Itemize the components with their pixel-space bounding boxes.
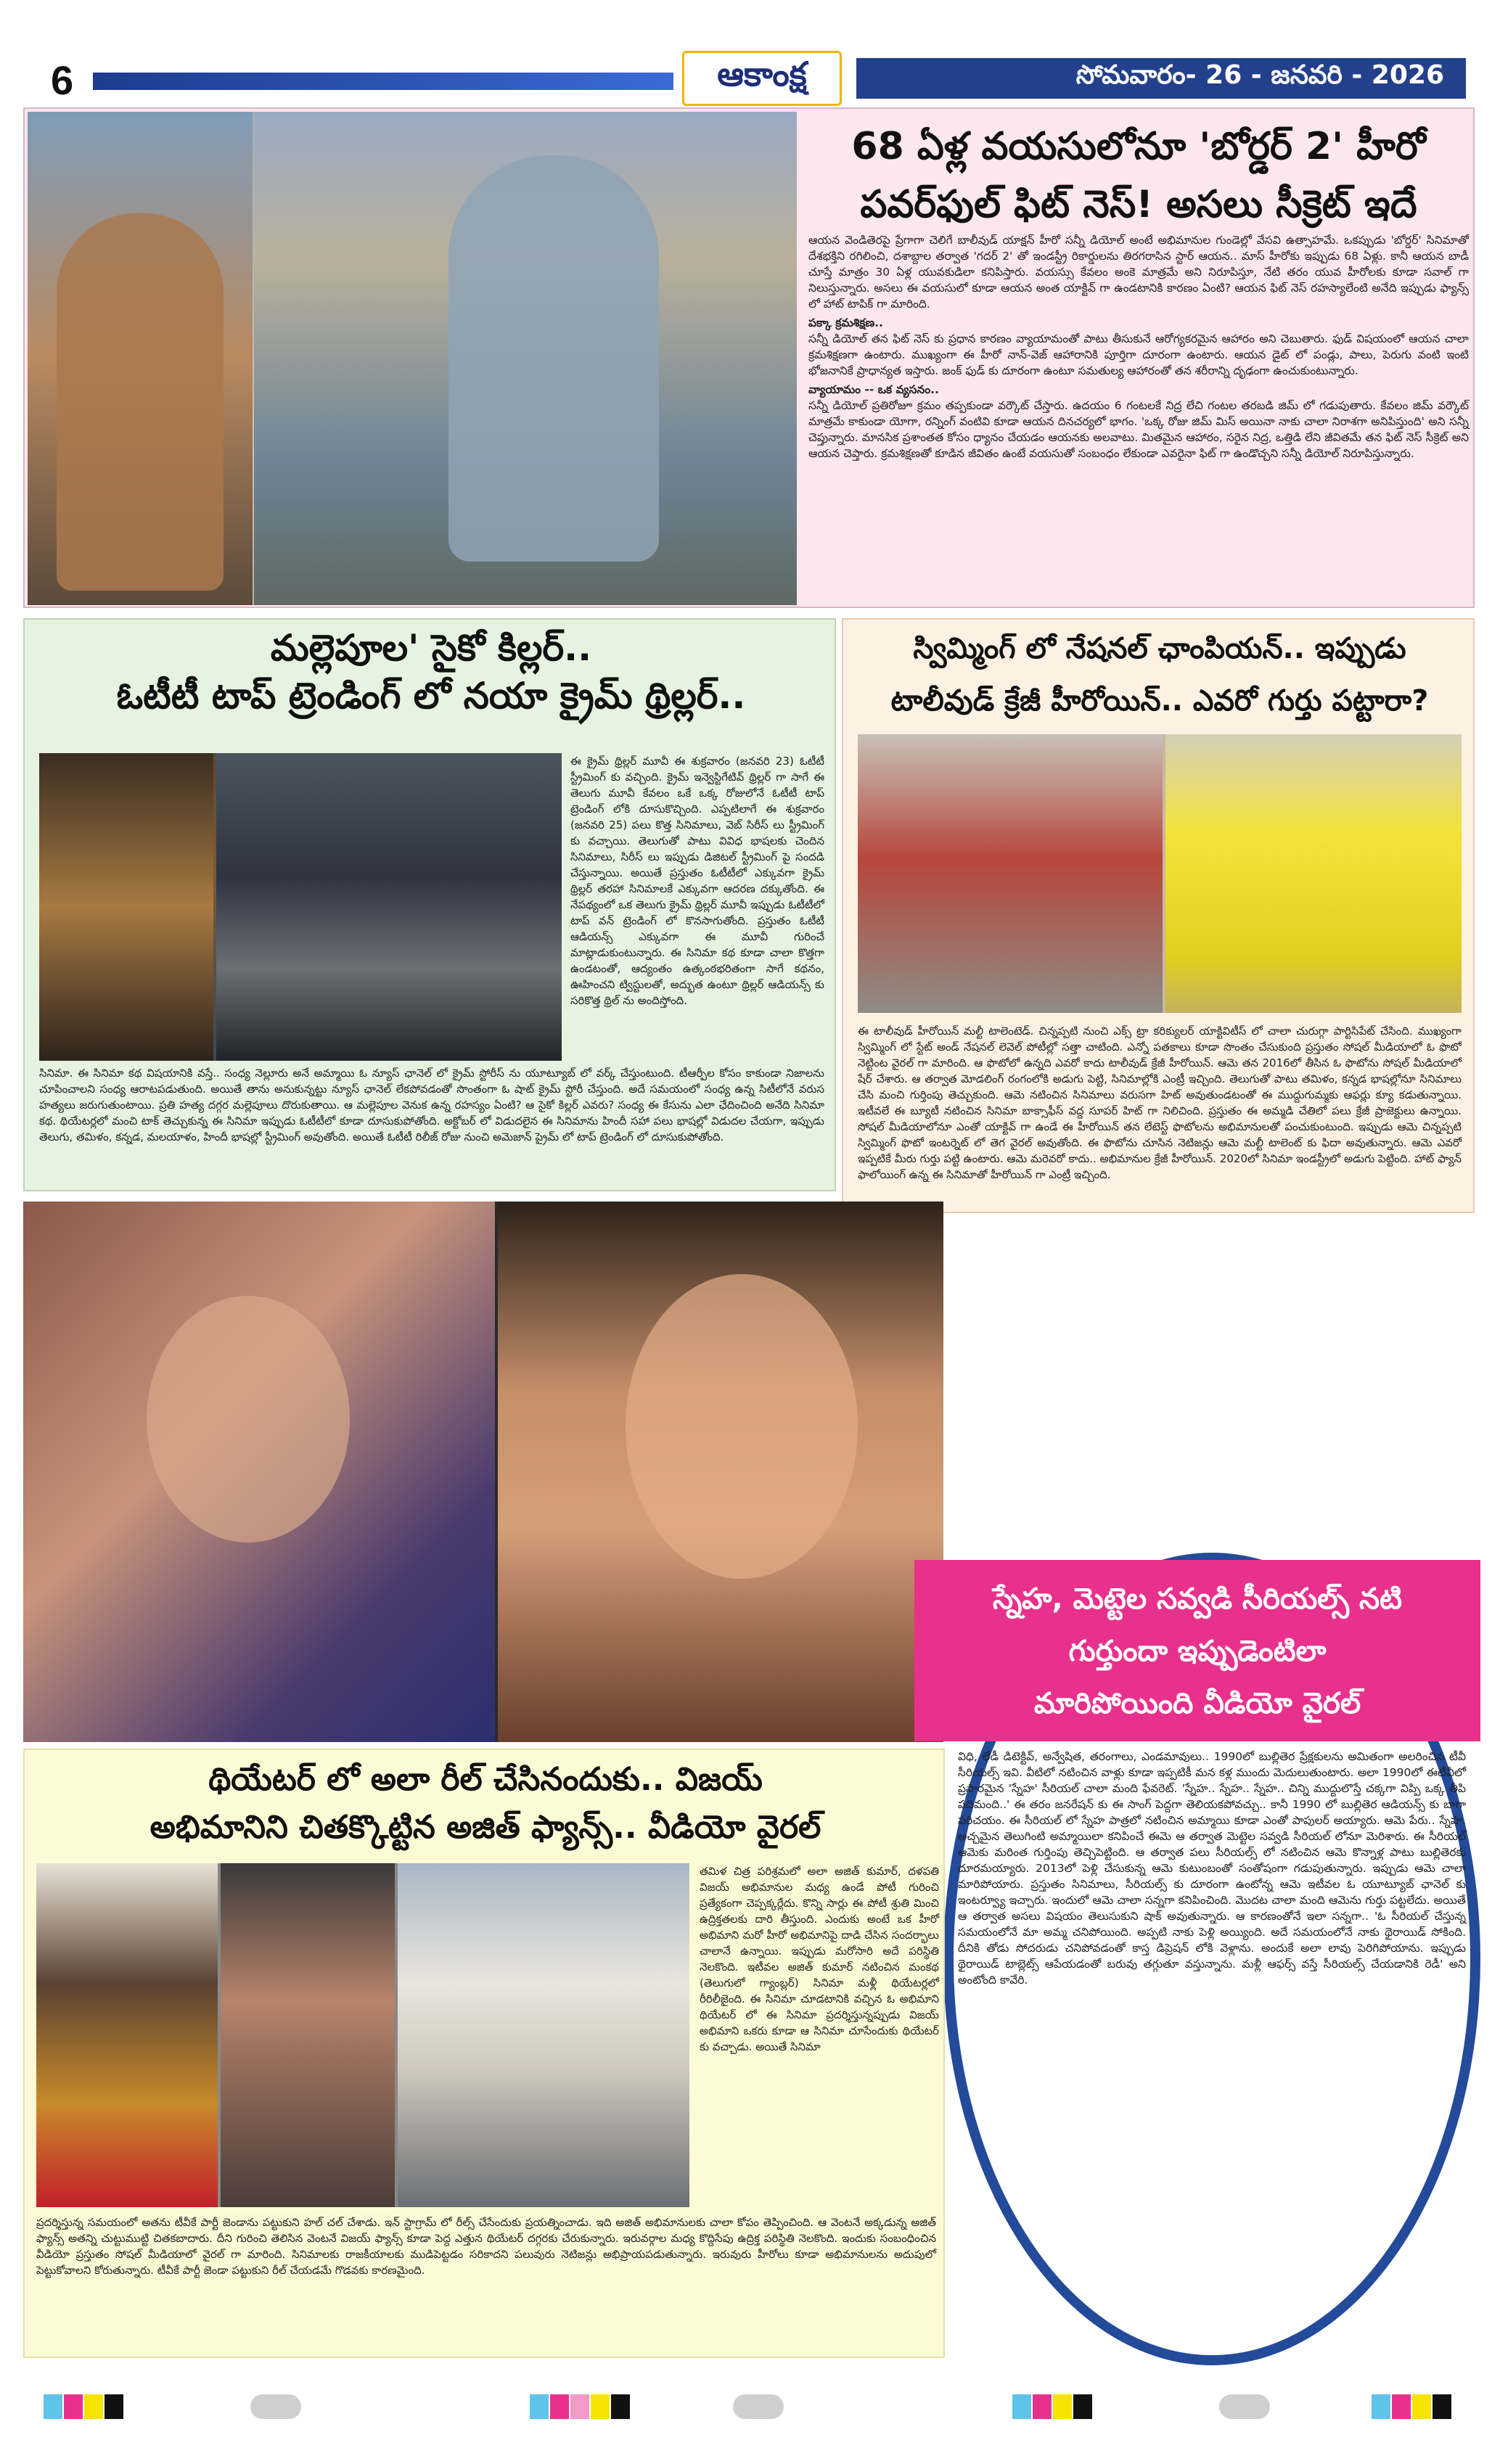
issue-date: సోమవారం- 26 - జనవరి - 2026 [1075, 60, 1444, 90]
article2-headline: మల్లెపూల' సైకో కిల్లర్.. ఓటీటీ టాప్ ట్రెండింగ్ లో నయా క్రైమ్ థ్రిల్లర్.. [116, 627, 746, 717]
article5-photo [36, 1863, 689, 2207]
article2-body-bottom: సినిమా. ఈ సినిమా కథ విషయానికి వస్తే.. సంధ్య నెల్లూరు అనే అమ్మాయి ఓ న్యూస్ ఛానెల్ లో క్రైమ్ స్టోరీస్ ను యూట్యూబ్ లో వర్క్ చేస్తుంటుంది. టీఆర్పీల కోసం కాకుండా నిజాలను చూపించాలని సంధ్య ఆరాటపడుతుంది. అయితే తాను అనుకున్నట్టు న్యూస్ ఛానెల్ లేకపోవడంతో సొంతంగా ఓ షాట్ క్రైమ్ స్టోరీ చేస్తుంది. అదే సమయంలో సంధ్య ఉన్న సిటీలోనే వరుస హత్యలు జరుగుతుంటాయి. ప్రతి హత్య దగ్గర మల్లెపూలు దొరుకుతాయి. ఆ మల్లెపూల వెనుక ఉన్న రహస్యం ఏంటి? ఆ సైకో కిల్లర్ ఎవరు? సంధ్య ఈ కేసును ఎలా ఛేదించింది అనేది సినిమా కథ. థియేటర్లలో మంచి టాక్ తెచ్చుకున్న ఈ సినిమా ఇప్పుడు ఓటీటీలో కూడా దూసుకుపోతోంది. అక్టోబర్ లో విడుదలైన ఈ సినిమాను హిందీ సహా పలు భాషల్లో విడుదల చేయగా, ఇప్పుడు తెలుగు, తమిళం, కన్నడ, మలయాళం, హిందీ భాషల్లో స్ట్రీమింగ్ అవుతోంది. అయితే ఓటీటీ రిలీజ్ రోజు నుంచి అమెజాన్ ప్రైమ్ లో టాప్ ట్రెండింగ్ లో దూసుకుపోతోంది. [39, 1067, 824, 1143]
registration-pill [250, 2394, 301, 2419]
article-mallepula-psycho-killer [23, 618, 836, 1191]
article1-subhead-1: పక్కా క్రమశిక్షణ.. [808, 316, 883, 329]
article3-body: ఈ టాలీవుడ్ హీరోయిన్ మల్టీ టాలెంటెడ్. చిన్నప్పటి నుంచి ఎక్స్ ట్రా కరిక్యులర్ యాక్టివిటీస్ లో చాలా చురుగ్గా పార్టిసిపేట్ చేసింది. ముఖ్యంగా స్విమ్మింగ్ లో స్టేట్ అండ్ నేషనల్ లెవెల్ పోటీల్లో సత్తా చాటింది. ఎన్నో పతకాలు కూడా సొంతం చేసుకుంది ప్రస్తుతం సోషల్ మీడియాలో ఓ ఫొటో నెట్టింట వైరల్ గా మారింది. ఆ ఫొటోలో ఉన్నది ఎవరో కాదు టాలీవుడ్ క్రేజీ హీరోయిన్. ఆమె తన 2016లో తీసిన ఓ ఫొటోను సోషల్ మీడియాలో షేర్ చేశారు. ఆ తర్వాత మోడలింగ్ రంగంలోకి అడుగు పెట్టి, సినిమాల్లోకి ఎంట్రీ ఇచ్చింది. తెలుగుతో పాటు తమిళం, కన్నడ భాషల్లోనూ సినిమాలు చేసి మంచి గుర్తింపు తెచ్చుకుంది. ఆమె నటించిన సినిమాలు వరుసగా హిట్ అవుతుండటంతో ఈ ముద్దుగుమ్మకు ఆఫర్లు క్యూ కడుతున్నాయి. ఇటీవలే ఈ బ్యూటీ నటించిన సినిమా బాక్సాఫీస్ వద్ద సూపర్ హిట్ గా నిలిచింది. ప్రస్తుతం ఈ అమ్మడి చేతిలో పలు క్రేజీ ప్రాజెక్టులు ఉన్నాయి. సోషల్ మీడియాలోనూ ఎంతో యాక్టివ్ గా ఉండే ఈ హీరోయిన్ తన లేటెస్ట్ ఫొటోలను అభిమానులతో పంచుకుంటుంది. ఇప్పుడు ఆమె చిన్నప్పటి స్విమ్మింగ్ ఫొటో ఇంటర్నెట్ లో తెగ వైరల్ అవుతోంది. ఈ ఫొటోను చూసిన నెటిజన్లు ఆమె మల్టీ టాలెంట్ కు ఫిదా అవుతున్నారు. ఆమె ఎవరో ఇప్పటికే మీరు గుర్తు పట్టి ఉంటారు. ఆమె మరెవరో కాదు.. అభిమానుల క్రేజీ హీరోయిన్. 2020లో సినిమా ఇండస్ట్రీలో అడుగు పెట్టింది. హాట్ ఫ్యాన్ ఫాలోయింగ్ ఉన్న ఈ సినిమాతో హీరోయిన్ గా ఎంట్రీ ఇచ్చింది. [858, 1024, 1462, 1181]
color-registration-bar [530, 2394, 630, 2419]
article3-headline: స్విమ్మింగ్ లో నేషనల్ ఛాంపియన్.. ఇప్పుడు టాలీవుడ్ క్రేజీ హీరోయిన్.. ఎవరో గుర్తు పట్టారా? [890, 632, 1429, 718]
article3-photo [858, 734, 1462, 1013]
article5-body-bottom: ప్రదర్శిస్తున్న సమయంలో అతను టీవీకే పార్టీ జెండాను పట్టుకుని హల్ చల్ చేశాడు. ఇన్ స్టాగ్రామ్ లో రీల్స్ చేసేందుకు ప్రయత్నించాడు. ఇది అజిత్ అభిమానులకు చాలా కోపం తెప్పించింది. ఆ వెంటనే అక్కడున్న అజిత్ ఫ్యాన్స్ అతన్ని చుట్టుముట్టి చితకబాదారు. దీని గురించి తెలిసిన వెంటనే విజయ్ ఫ్యాన్స్ కూడా పెద్ద ఎత్తున థియేటర్ దగ్గరకు చేరుకున్నారు. ఇరువర్గాల మధ్య కొద్దిసేపు ఉద్రిక్త పరిస్థితి నెలకొంది. ఇందుకు సంబంధించిన వీడియో ప్రస్తుతం సోషల్ మీడియాలో వైరల్ గా మారింది. సినిమాలకు రాజకీయాలకు ముడిపెట్టడం సరికాదని పలువురు నెటిజన్లు అభిప్రాయపడుతున్నారు. ఇరువురు హీరోలు కూడా అభిమానులను అదుపులో పెట్టుకోవాలని కోరుతున్నారు. టీవీకే పార్టీ జెండా పట్టుకుని రీల్ చేయడమే గొడవకు కారణమైంది. [36, 2216, 936, 2277]
article4-body: విధి, లేడీ డిటెక్టివ్, అన్వేషిత, తరంగాలు, ఎండమావులు.. 1990లో బుల్లితెర ప్రేక్షకులను అమితంగా అలరించిన టీవీ సీరియల్స్ ఇవి. వీటిలో నటించిన వాళ్లు కూడా ఇప్పటికీ మన కళ్ల ముందు మెదులుతుంటారు. అలా 1990లో ఈటీవీలో ప్రసారమైన 'స్నేహ' సీరియల్ చాలా మంది ఫేవరెట్. 'స్నేహ.. స్నేహ.. స్నేహ.. చిన్ని ముద్దులొస్తే చక్కగా విప్పి ఒక్క తీపి పదిమంది..' ఈ తరం జనరేషన్ కు ఈ సాంగ్ పెద్దగా తెలియకపోవచ్చు.. కానీ 1990 లో బుల్లితెర ఆడియన్స్ కు బాగా పరిచయం. ఈ సీరియల్ లో స్నేహ పాత్రలో నటించిన అమ్మాయి కూడా ఎంతో పాపులర్ అయ్యారు. ఆమె పేరు.. స్నేహ. అచ్చమైన తెలుగింటి అమ్మాయిలా కనిపించే ఈమె ఆ తర్వాత మెట్టెల సవ్వడి సీరియల్ లోనూ మెరిశారు. ఈ సీరియల్ ఆమెకు మరింత గుర్తింపు తెచ్చిపెట్టింది. ఆ తర్వాత పలు సీరియల్స్ లో నటించిన ఆమె కొన్నాళ్ల పాటు బుల్లితెరకు దూరమయ్యారు. 2013లో పెళ్లి చేసుకున్న ఆమె కుటుంబంతో సంతోషంగా గడుపుతున్నారు. ఇప్పుడు ఆమె చాలా మారిపోయారు. ప్రస్తుతం సినిమాలు, సీరియల్స్ కు దూరంగా ఉంటోన్న ఆమె ఇటీవల ఓ యూట్యూబ్ ఛానెల్ కు ఇంటర్వ్యూ ఇచ్చారు. ఇందులో ఆమె చాలా సన్నగా కనిపించింది. మొదట చాలా మంది ఆమెను గుర్తు పట్టలేదు. అయితే ఆ తర్వాత అసలు విషయం తెలుసుకుని షాక్ అవుతున్నారు. ఆ కారణంతోనే ఇలా సన్నగా.. 'ఓ సీరియల్ చేస్తున్న సమయంలోనే మా అమ్మ చనిపోయింది. అప్పటి నాకు పెళ్లి అయ్యింది. అదే సమయంలోనే నాకు థైరాయిడ్ సోకింది. దీనికి తోడు సోదరుడు చనిపోవడంతో కాస్త డిప్రెషన్ లోకి వెళ్లాను. అందుకే అలా లావు పెరిగిపోయాను. ఇప్పుడు థైరాయిడ్ టాబ్లెట్స్ ఆపేయడంతో బరువు తగ్గుతూ వస్తున్నాను. మళ్లీ ఆఫర్స్ వస్తే సీరియల్స్ చేయడానికి రెడీ' అని అంటోంది కావేరి. [958, 1750, 1466, 1987]
logo-text: ఆకాంక్ష [717, 54, 807, 94]
page-header [29, 51, 1466, 106]
article2-photo [39, 753, 562, 1061]
article1-headline: 68 ఏళ్ల వయసులోనూ 'బోర్డర్ 2' హీరో పవర్‌ఫుల్ ఫిట్ నెస్! అసలు సీక్రెట్ ఇదే [851, 125, 1426, 226]
page-number: 6 [51, 57, 74, 103]
article1-body: ఆయన వెండితెరపై ప్రేగాగా చెలిగే బాలీవుడ్ యాక్షన్ హీరో సన్నీ డియోల్ అంటే అభిమానుల గుండెల్లో వేసవి ఉత్సాహమే. ఒకప్పుడు 'బోర్డర్' సినిమాతో దేశభక్తిని రగిలించి, దశాబ్దాల తర్వాత 'గదర్ 2' తో ఇండస్ట్రీ రికార్డులను తిరగరాసిన స్టార్ ఆయన.. మాస్ హీరోకు ఇప్పుడు 68 ఏళ్లు. కానీ ఆయన బాడీ చూస్తే మాత్రం 30 ఏళ్ల యువకుడిలా కనిపిస్తారు. వయస్సు కేవలం అంకె మాత్రమే అని నిరూపిస్తూ, నేటి తరం యువ హీరోలకు కూడా సవాల్ గా నిలుస్తున్నారు. అసలు ఈ వయసులో కూడా ఆయన అంత యాక్టివ్ గా ఉండటానికి కారణం ఏంటి? ఆయన ఫిట్ నెస్ రహస్యాలేంటి అనేది ఇప్పుడు ఫ్యాన్స్ లో హాట్ టాపిక్ గా మారింది. పక్కా క్రమశిక్షణ.. సన్నీ డియోల్ తన ఫిట్ నెస్ కు ప్రధాన కారణం వ్యాయామంతో పాటు తీసుకునే ఆరోగ్యకరమైన ఆహారం అని చెబుతారు. ఫుడ్ విషయంలో ఆయన చాలా క్రమశిక్షణగా ఉంటారు. ముఖ్యంగా ఈ హీరో నాన్-వెజ్ ఆహారానికి పూర్తిగా దూరంగా ఉంటారు. ఆయన డైట్ లో పండ్లు, పాలు, పెరుగు వంటి ఇంటి భోజనానికే ప్రాధాన్యత ఇస్తారు. జంక్ ఫుడ్ కు దూరంగా ఉంటూ సమతుల్య ఆహారంతో తన శరీరాన్ని దృఢంగా ఉంచుకుంటున్నారు. వ్యాయామం -- ఒక వ్యసనం.. సన్నీ డియోల్ ప్రతిరోజూ క్రమం తప్పకుండా వర్కౌట్ చేస్తారు. ఉదయం 6 గంటలకే నిద్ర లేచి గంటల తరబడి జిమ్ లో గడుపుతారు. కేవలం జిమ్ వర్కౌట్ మాత్రమే కాకుండా యోగా, రన్నింగ్ వంటివి కూడా ఆయన దినచర్యలో భాగం. 'ఒక్క రోజు జిమ్ మిస్ అయినా నాకు చాలా నిరాశగా అనిపిస్తుంది' అని సన్నీ చెప్తున్నారు. మానసిక ప్రశాంతత కోసం ధ్యానం చేయడం ఆయనకు అలవాటు. మితమైన ఆహారం, సరైన నిద్ర, ఒత్తిడి లేని జీవితమే తన ఫిట్ నెస్ సీక్రెట్ అని ఆయన చెప్తారు. క్రమశిక్షణతో కూడిన జీవితం ఉంటే వయసుతో సంబంధం లేకుండా ఎవరైనా ఫిట్ గా ఉండొచ్చని సన్నీ డియోల్ నిరూపిస్తున్నారు. [808, 234, 1469, 460]
article1-photo [28, 112, 797, 605]
article4-photo [23, 1202, 943, 1742]
registration-pill [733, 2394, 784, 2419]
color-registration-bar [44, 2394, 123, 2419]
article2-body-column: ఈ క్రైమ్ థ్రిల్లర్ మూవీ ఈ శుక్రవారం (జనవరి 23) ఓటీటీ స్ట్రీమింగ్ కు వచ్చింది. క్రైమ్ ఇన్వెస్టిగేటివ్ థ్రిల్లర్ గా సాగే ఈ తెలుగు మూవీ కేవలం ఒకే ఒక్క రోజులోనే ఓటీటీ టాప్ ట్రెండింగ్ లోకి దూసుకొచ్చింది. ఎప్పటిలాగే ఈ శుక్రవారం (జనవరి 25) పలు కొత్త సినిమాలు, వెబ్ సిరీస్ లు స్ట్రీమింగ్ కు వచ్చాయి. తెలుగుతో పాటు వివిధ భాషలకు చెందిన సినిమాలు, సిరీస్ లు ఇప్పుడు డిజిటల్ స్ట్రీమింగ్ పై సందడి చేస్తున్నాయి. అయితే ప్రస్తుతం ఓటీటీలో ఎక్కువగా క్రైమ్ థ్రిల్లర్ తరహా సినిమాలకే ఎక్కువగా ఆదరణ దక్కుతోంది. ఈ నేపథ్యంలో ఒక తెలుగు క్రైమ్ థ్రిల్లర్ మూవీ ఇప్పుడు ఓటీటీలో టాప్ వన్ ట్రెండింగ్ లో కొనసాగుతోంది. ప్రస్తుతం ఓటీటీ ఆడియన్స్ ఎక్కువగా ఈ మూవీ గురించే మాట్లాడుకుంటున్నారు. ఈ సినిమా కథ కూడా చాలా కొత్తగా ఉండటంతో, ఆద్యంతం ఉత్కంఠభరితంగా సాగే కథనం, ఊహించని ట్విస్టులతో, అద్భుత ఉంటూ థ్రిల్లర్ ఆడియన్స్ కు సరికొత్త థ్రిల్ ను అందిస్తోంది. [570, 755, 824, 1007]
article-vijay-ajith-fans [23, 1749, 945, 2358]
registration-pill [1219, 2394, 1270, 2419]
article5-body-column: తమిళ చిత్ర పరిశ్రమలో అలా అజిత్ కుమార్, దళపతి విజయ్ అభిమానుల మధ్య ఉండే పోటీ గురించి ప్రత్యేకంగా చెప్పక్కర్లేదు. కొన్ని సార్లు ఈ పోటీ శ్రుతి మించి ఉద్రిక్తతలకు దారి తీస్తుంది. ఎందుకు అంటే ఒక హీరో అభిమాని మరో హీరో అభిమానిపై దాడి చేసిన సందర్భాలు చాలానే ఉన్నాయి. ఇప్పుడు మరోసారి అదే పరిస్థితి నెలకొంది. ఇటీవల అజిత్ కుమార్ నటించిన మంకథ (తెలుగులో గ్యాంబ్లర్) సినిమా మళ్లీ థియేటర్లలో రీరిలీజైంది. ఈ సినిమా చూడటానికి వచ్చిన ఓ అభిమాని థియేటర్ లో ఈ సినిమా ప్రదర్శిస్తున్నప్పుడు విజయ్ అభిమాని ఒకరు కూడా ఆ సినిమా చూసేందుకు థియేటర్ కు వచ్చాడు. అయితే సినిమా [700, 1865, 939, 2053]
article1-subhead-2: వ్యాయామం -- ఒక వ్యసనం.. [808, 383, 939, 396]
date-bar [856, 58, 1466, 99]
header-decor-bar [93, 73, 673, 90]
article4-headline: స్నేహ, మెట్టెల సవ్వడి సీరియల్స్ నటి గుర్తుందా ఇప్పుడెంటిలా మారిపోయింది వీడియో వైరల్ [914, 1560, 1480, 1741]
color-registration-bar [1372, 2394, 1451, 2419]
color-registration-bar [1012, 2394, 1092, 2419]
article-sunny-deol-fitness [23, 107, 1475, 608]
article5-headline: థియేటర్ లో అలా రీల్ చేసినందుకు.. విజయ్ అభిమానిని చితక్కొట్టిన అజిత్ ఫ్యాన్స్.. వీడియో వైరల్ [149, 1761, 821, 1846]
article-swimming-champion-heroine [842, 618, 1475, 1213]
newspaper-logo [682, 51, 842, 106]
